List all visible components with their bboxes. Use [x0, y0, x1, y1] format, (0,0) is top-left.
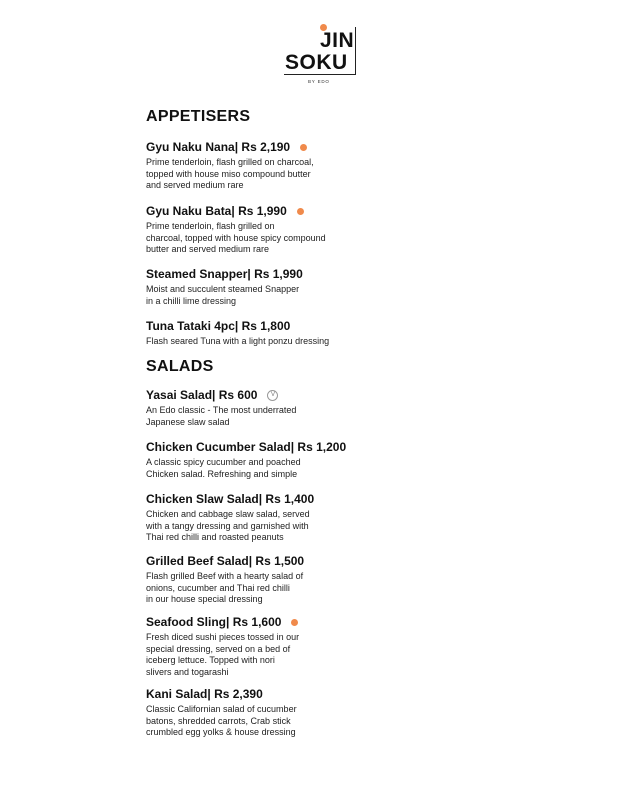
logo-line-2: SOKU: [285, 51, 348, 74]
item-price: | Rs 2,390: [207, 687, 262, 702]
item-description: A classic spicy cucumber and poached Chicken salad. Refreshing and simple: [146, 457, 301, 479]
item-name: Tuna Tataki 4pc: [146, 319, 235, 333]
section-heading-salads: SALADS: [146, 358, 214, 375]
menu-item-grilled-beef-salad: [146, 554, 466, 606]
item-description: Moist and succulent steamed Snapper in a chilli lime dressing: [146, 284, 300, 306]
item-description: Fresh diced sushi pieces tossed in our special dressing, served on a bed of iceberg lettuce. Topped with nori slivers and togarashi: [146, 632, 300, 677]
item-description: Chicken and cabbage slaw salad, served with a tangy dressing and garnished with Thai red chilli and roasted peanuts: [146, 509, 310, 542]
item-price: | Rs 1,500: [249, 554, 304, 569]
menu-item-gyu-naku-nana: [146, 140, 466, 192]
signature-dot-icon: [300, 144, 307, 151]
item-price: | Rs 2,190: [235, 140, 290, 155]
item-description: An Edo classic - The most underrated Japanese slaw salad: [146, 405, 297, 427]
item-name: Gyu Naku Bata: [146, 204, 232, 218]
menu-item-tuna-tataki: [146, 319, 466, 348]
item-name: Chicken Cucumber Salad: [146, 440, 291, 454]
logo-line-1: JIN: [320, 29, 355, 52]
section-heading-appetisers: APPETISERS: [146, 108, 251, 125]
item-name: Steamed Snapper: [146, 267, 248, 281]
menu-item-kani-salad: [146, 687, 466, 739]
item-description: Prime tenderloin, flash grilled on charcoal, topped with house miso compound butter and served medium rare: [146, 157, 314, 190]
menu-item-steamed-snapper: [146, 267, 466, 307]
item-description: Classic Californian salad of cucumber batons, shredded carrots, Crab stick crumbled egg yolks & house dressing: [146, 704, 297, 737]
item-price: | Rs 1,400: [259, 492, 314, 507]
item-name: Yasai Salad: [146, 388, 213, 402]
item-price: | Rs 600: [212, 388, 257, 403]
item-price: | Rs 1,600: [226, 615, 281, 630]
item-name: Kani Salad: [146, 687, 208, 701]
item-name: Gyu Naku Nana: [146, 140, 235, 154]
item-price: | Rs 1,200: [291, 440, 346, 455]
item-name: Grilled Beef Salad: [146, 554, 249, 568]
item-description: Prime tenderloin, flash grilled on charcoal, topped with house spicy compound butter and served medium rare: [146, 221, 326, 254]
item-description: Flash grilled Beef with a hearty salad of onions, cucumber and Thai red chilli in our house special dressing: [146, 571, 304, 604]
menu-item-yasai-salad: [146, 388, 466, 428]
menu-item-seafood-sling: [146, 615, 466, 678]
vegetarian-icon: V: [267, 390, 278, 401]
item-price: | Rs 1,990: [231, 204, 286, 219]
item-description: Flash seared Tuna with a light ponzu dressing: [146, 336, 330, 346]
logo-subtitle: BY EDO: [308, 79, 330, 84]
menu-item-chicken-cucumber-salad: [146, 440, 466, 480]
item-price: | Rs 1,990: [247, 267, 302, 282]
signature-dot-icon: [291, 619, 298, 626]
menu-item-chicken-slaw-salad: [146, 492, 466, 544]
item-price: | Rs 1,800: [235, 319, 290, 334]
logo: [284, 27, 356, 75]
signature-dot-icon: [297, 208, 304, 215]
menu-item-gyu-naku-bata: [146, 204, 466, 256]
item-name: Chicken Slaw Salad: [146, 492, 259, 506]
item-name: Seafood Sling: [146, 615, 227, 629]
